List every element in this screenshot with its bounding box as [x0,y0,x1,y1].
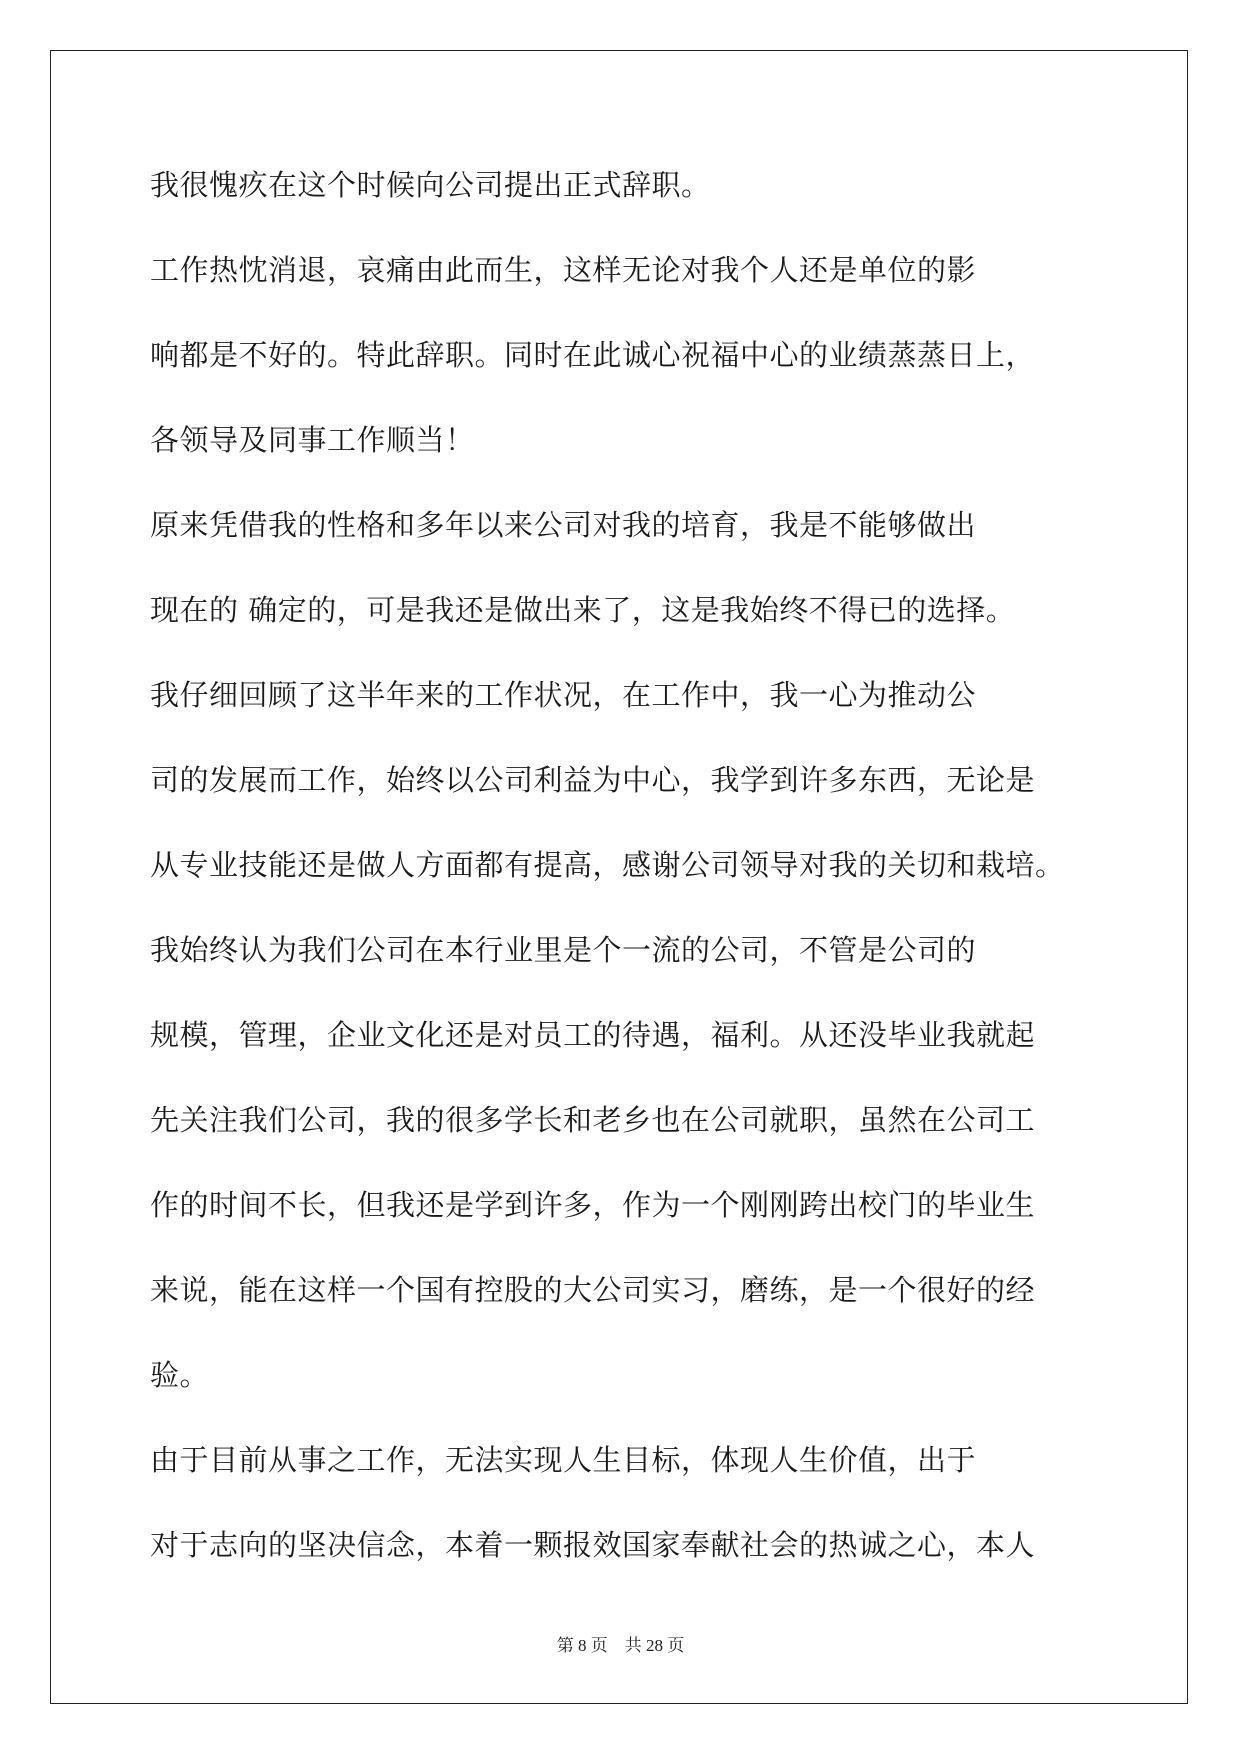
text-line: 从专业技能还是做人方面都有提高，感谢公司领导对我的关切和栽培。 [150,848,1065,882]
text-line: 规模，管理，企业文化还是对员工的待遇，福利。从还没毕业我就起 [150,1018,1036,1052]
page-footer [0,1631,1241,1656]
text-line: 我始终认为我们公司在本行业里是个一流的公司，不管是公司的 [150,933,977,967]
text-line: 响都是不好的。特此辞职。同时在此诚心祝福中心的业绩蒸蒸日上， [150,338,1036,372]
document-body [150,157,1090,1602]
text-line: 对于志向的坚决信念，本着一颗报效国家奉献社会的热诚之心，本人 [150,1528,1036,1562]
page-number: 第 8 页 [556,1636,608,1655]
text-line: 司的发展而工作，始终以公司利益为中心，我学到许多东西，无论是 [150,763,1036,797]
text-line: 我仔细回顾了这半年来的工作状况，在工作中，我一心为推动公 [150,678,977,712]
text-line: 我很愧疚在这个时候向公司提出正式辞职。 [150,168,711,202]
page-total: 共 28 页 [624,1636,685,1655]
text-line: 由于目前从事之工作，无法实现人生目标，体现人生价值，出于 [150,1443,977,1477]
text-line: 工作热忱消退，哀痛由此而生，这样无论对我个人还是单位的影 [150,253,977,287]
text-line: 作的时间不长，但我还是学到许多，作为一个刚刚跨出校门的毕业生 [150,1188,1036,1222]
text-line: 各领导及同事工作顺当！ [150,423,475,457]
text-line: 先关注我们公司，我的很多学长和老乡也在公司就职，虽然在公司工 [150,1103,1036,1137]
text-line: 验。 [150,1358,210,1392]
text-line: 原来凭借我的性格和多年以来公司对我的培育，我是不能够做出 [150,508,977,542]
text-line: 现在的 确定的，可是我还是做出来了，这是我始终不得已的选择。 [150,593,1016,627]
text-line: 来说，能在这样一个国有控股的大公司实习，磨练，是一个很好的经 [150,1273,1036,1307]
